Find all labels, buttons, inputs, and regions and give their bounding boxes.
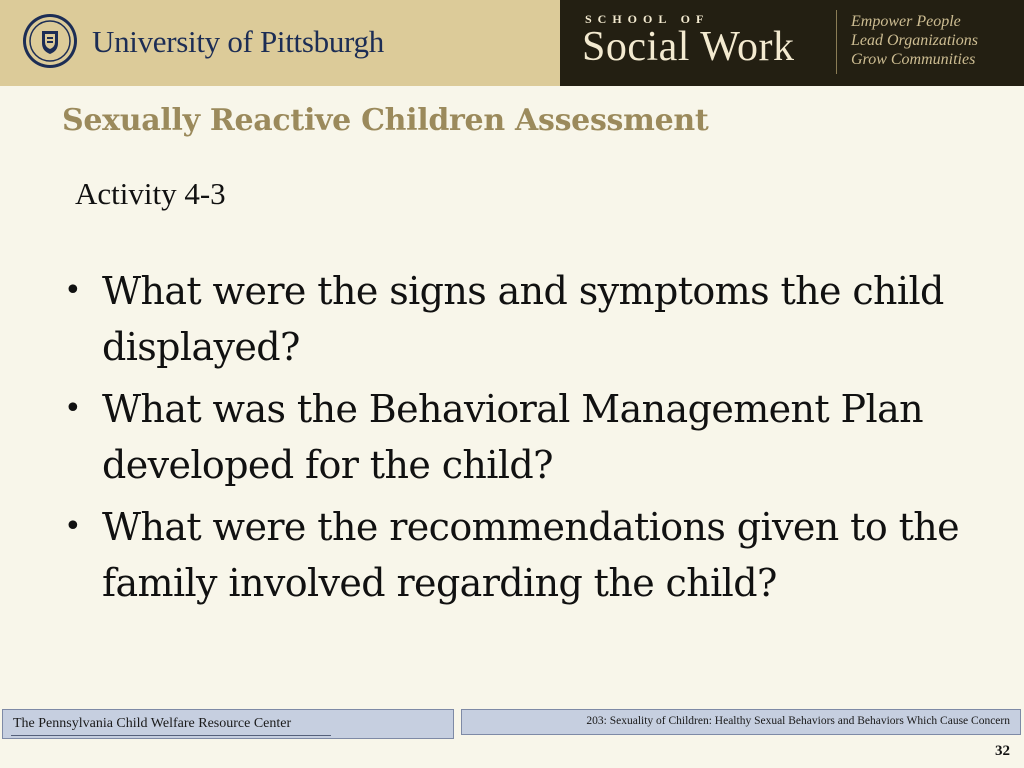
university-seal-icon bbox=[22, 13, 78, 69]
page-number: 32 bbox=[995, 743, 1010, 759]
university-name: University of Pittsburgh bbox=[92, 24, 384, 59]
bullet-item bbox=[60, 381, 980, 493]
tagline-line-2: Lead Organizations bbox=[851, 32, 978, 49]
bullet-dot-icon: • bbox=[64, 273, 82, 308]
bullet-item bbox=[60, 499, 980, 611]
bullet-text: What were the recommendations given to the family involved regarding the child? bbox=[102, 505, 960, 605]
tagline-line-1: Empower People bbox=[851, 13, 961, 30]
school-of-label: SCHOOL OF bbox=[585, 12, 710, 26]
header-banner bbox=[0, 0, 1024, 86]
footer-organization: The Pennsylvania Child Welfare Resource Center bbox=[13, 716, 292, 731]
footer-course-title: 203: Sexuality of Children: Healthy Sexual Behaviors and Behaviors Which Cause Concern bbox=[586, 715, 1010, 727]
footer-right-box bbox=[461, 709, 1021, 735]
slide-title: Sexually Reactive Children Assessment bbox=[62, 103, 709, 138]
school-name: Social Work bbox=[582, 24, 795, 70]
footer-left-box bbox=[2, 709, 454, 739]
header-gold-band bbox=[0, 0, 560, 86]
footer-underline bbox=[11, 735, 331, 736]
bullet-item bbox=[60, 263, 980, 375]
bullet-text: What were the signs and symptoms the child displayed? bbox=[102, 269, 944, 369]
bullet-list bbox=[60, 263, 980, 617]
tagline-line-3: Grow Communities bbox=[851, 51, 976, 68]
banner-divider bbox=[836, 10, 837, 74]
bullet-text: What was the Behavioral Management Plan developed for the child? bbox=[102, 387, 924, 487]
slide-subtitle: Activity 4-3 bbox=[75, 176, 226, 211]
tagline bbox=[851, 12, 978, 69]
bullet-dot-icon: • bbox=[64, 391, 82, 426]
bullet-dot-icon: • bbox=[64, 509, 82, 544]
